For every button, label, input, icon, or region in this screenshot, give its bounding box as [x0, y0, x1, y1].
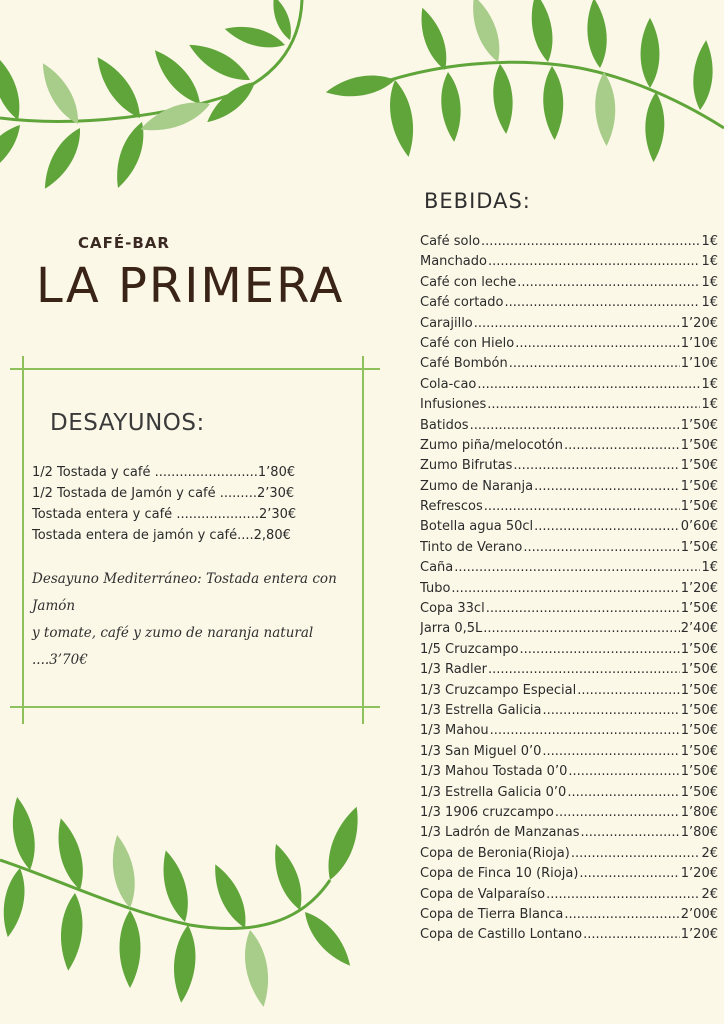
- dot-leader: [454, 560, 700, 575]
- drink-row: [420, 764, 718, 784]
- drink-row: [420, 683, 718, 703]
- drink-row: [420, 907, 718, 927]
- drink-row: [420, 295, 718, 315]
- brand-title: LA PRIMERA: [36, 258, 345, 314]
- drink-price: 2’40€: [680, 621, 718, 637]
- drink-price: 2€: [701, 886, 718, 902]
- dot-leader: [484, 499, 680, 514]
- item-leader: ....................: [176, 507, 259, 522]
- dot-leader: [488, 254, 700, 269]
- drink-name: Batidos: [420, 417, 469, 433]
- drink-price: 1’10€: [680, 335, 718, 351]
- drink-name: Tinto de Verano: [420, 539, 523, 555]
- drink-row: [420, 723, 718, 743]
- dot-leader: [534, 479, 680, 494]
- drink-name: Caña: [420, 560, 454, 576]
- drink-row: [420, 316, 718, 336]
- dot-leader: [564, 907, 679, 922]
- drink-name: 1/3 Mahou: [420, 723, 489, 739]
- dot-leader: [555, 805, 680, 820]
- dot-leader: [564, 438, 680, 453]
- dot-leader: [523, 540, 679, 555]
- drink-row: [420, 887, 718, 907]
- dot-leader: [488, 662, 680, 677]
- dot-leader: [567, 785, 679, 800]
- special-line-1: Desayuno Mediterráneo: Tostada entera con Jamón: [32, 571, 337, 614]
- dot-leader: [577, 683, 680, 698]
- drink-name: 1/3 Ladrón de Manzanas: [420, 825, 580, 841]
- dot-leader: [470, 418, 680, 433]
- drink-name: 1/3 Radler: [420, 662, 487, 678]
- dot-leader: [474, 316, 680, 331]
- drink-row: [420, 519, 718, 539]
- drink-name: 1/3 San Miguel 0’0: [420, 743, 542, 759]
- dot-leader: [486, 601, 680, 616]
- drink-price: 1€: [701, 295, 718, 311]
- drink-row: [420, 581, 718, 601]
- drink-price: 1’50€: [680, 784, 718, 800]
- dot-leader: [571, 846, 701, 861]
- frame-left-line: [22, 356, 24, 724]
- item-price: 2,80€: [253, 528, 291, 543]
- drink-row: [420, 662, 718, 682]
- item-price: 2’30€: [256, 486, 295, 501]
- drink-row: [420, 805, 718, 825]
- drinks-title: BEBIDAS:: [424, 189, 531, 213]
- drink-row: [420, 866, 718, 886]
- drink-price: 1’50€: [680, 662, 718, 678]
- item-name: Tostada entera y café: [32, 507, 173, 522]
- drink-name: Tubo: [420, 580, 451, 596]
- drink-price: 1€: [701, 560, 718, 576]
- dot-leader: [477, 377, 700, 392]
- drink-row: [420, 540, 718, 560]
- item-name: Tostada entera de jamón y café: [32, 528, 238, 543]
- dot-leader: [515, 336, 680, 351]
- item-name: 1/2 Tostada de Jamón y café: [32, 486, 216, 501]
- drink-price: 1’50€: [680, 764, 718, 780]
- drink-name: Café Bombón: [420, 356, 508, 372]
- item-leader: .........................: [154, 465, 258, 480]
- drink-price: 1’20€: [680, 866, 718, 882]
- drink-name: Jarra 0,5L: [420, 621, 483, 637]
- dot-leader: [490, 723, 680, 738]
- drink-name: Café con leche: [420, 274, 517, 290]
- drink-row: [420, 927, 718, 947]
- drink-name: Infusiones: [420, 397, 487, 413]
- dot-leader: [509, 356, 680, 371]
- drink-name: 1/3 1906 cruzcampo: [420, 804, 554, 820]
- drink-row: [420, 356, 718, 376]
- breakfast-list: [32, 462, 332, 546]
- frame-right-line: [362, 356, 364, 724]
- dot-leader: [451, 581, 679, 596]
- drink-row: [420, 336, 718, 356]
- drink-row: [420, 377, 718, 397]
- top-left-leaves-icon: [0, 0, 296, 194]
- drink-row: [420, 744, 718, 764]
- drink-price: 2€: [701, 845, 718, 861]
- drink-price: 1€: [701, 254, 718, 270]
- drink-price: 2’00€: [680, 906, 718, 922]
- list-item: [32, 525, 332, 546]
- drink-price: 1’50€: [680, 702, 718, 718]
- drinks-list: [420, 234, 718, 948]
- drink-name: Zumo de Naranja: [420, 478, 534, 494]
- drink-name: 1/3 Cruzcampo Especial: [420, 682, 577, 698]
- drink-name: Copa 33cl: [420, 601, 485, 617]
- drink-name: Café solo: [420, 234, 481, 249]
- item-price: 2’30€: [258, 507, 297, 522]
- drink-price: 1€: [701, 234, 718, 249]
- drink-name: Copa de Tierra Blanca: [420, 906, 564, 922]
- drink-price: 1’20€: [680, 580, 718, 596]
- dot-leader: [568, 764, 679, 779]
- drink-name: Copa de Finca 10 (Rioja): [420, 866, 579, 882]
- drink-price: 1’10€: [680, 356, 718, 372]
- item-name: 1/2 Tostada y café: [32, 465, 151, 480]
- drink-name: Copa de Beronia(Rioja): [420, 845, 570, 861]
- drink-price: 1€: [701, 376, 718, 392]
- dot-leader: [546, 887, 700, 902]
- dot-leader: [543, 703, 680, 718]
- drink-row: [420, 703, 718, 723]
- drink-row: [420, 499, 718, 519]
- drink-name: Manchado: [420, 254, 487, 270]
- breakfast-title: DESAYUNOS:: [50, 410, 205, 436]
- drink-row: [420, 601, 718, 621]
- drink-row: [420, 560, 718, 580]
- drink-name: Zumo Bifrutas: [420, 458, 513, 474]
- drink-row: [420, 438, 718, 458]
- drink-row: [420, 825, 718, 845]
- drink-price: 1’80€: [680, 825, 718, 841]
- drink-price: 1’50€: [680, 641, 718, 657]
- drink-name: Copa de Castillo Lontano: [420, 927, 583, 943]
- drink-price: 1’50€: [680, 682, 718, 698]
- drink-row: [420, 254, 718, 274]
- drink-row: [420, 458, 718, 478]
- drink-price: 1’50€: [680, 417, 718, 433]
- drink-price: 1’50€: [680, 601, 718, 617]
- drink-name: Café con Hielo: [420, 335, 515, 351]
- cafe-bar-label: CAFÉ-BAR: [78, 234, 170, 252]
- item-leader: .........: [219, 486, 257, 501]
- drink-row: [420, 479, 718, 499]
- special-offer: [32, 566, 362, 674]
- drink-row: [420, 785, 718, 805]
- dot-leader: [520, 642, 680, 657]
- top-right-leaves-icon: [324, 0, 715, 162]
- drink-row: [420, 418, 718, 438]
- drink-price: 1€: [701, 397, 718, 413]
- drink-price: 1’80€: [680, 804, 718, 820]
- list-item: [32, 504, 332, 525]
- drink-name: Cola-cao: [420, 376, 477, 392]
- drink-price: 1€: [701, 274, 718, 290]
- dot-leader: [513, 458, 679, 473]
- drink-price: 1’50€: [680, 539, 718, 555]
- dot-leader: [517, 275, 700, 290]
- drink-name: Zumo piña/melocotón: [420, 437, 563, 453]
- item-price: 1’80€: [257, 465, 296, 480]
- drink-name: 1/3 Mahou Tostada 0’0: [420, 764, 568, 780]
- drink-price: 1’50€: [680, 478, 718, 494]
- drink-price: 1’20€: [680, 927, 718, 943]
- drink-row: [420, 642, 718, 662]
- drink-row: [420, 275, 718, 295]
- drink-name: 1/3 Estrella Galicia: [420, 702, 542, 718]
- drink-price: 1’50€: [680, 743, 718, 759]
- dot-leader: [542, 744, 679, 759]
- dot-leader: [487, 397, 700, 412]
- dot-leader: [583, 927, 680, 942]
- drink-price: 1’50€: [680, 437, 718, 453]
- drink-name: Botella agua 50cl: [420, 519, 534, 535]
- dot-leader: [580, 825, 679, 840]
- dot-leader: [481, 234, 700, 249]
- item-leader: ....: [237, 528, 254, 543]
- drink-name: Refrescos: [420, 499, 483, 515]
- frame-top-line: [10, 368, 380, 370]
- drink-price: 1’50€: [680, 458, 718, 474]
- dot-leader: [504, 295, 700, 310]
- drink-name: Carajillo: [420, 315, 473, 331]
- drink-row: [420, 234, 718, 254]
- drink-name: 1/3 Estrella Galicia 0’0: [420, 784, 567, 800]
- dot-leader: [534, 519, 680, 534]
- frame-bottom-line: [10, 706, 380, 708]
- drink-row: [420, 846, 718, 866]
- drink-price: 1’20€: [680, 315, 718, 331]
- list-item: [32, 462, 332, 483]
- drink-name: Copa de Valparaíso: [420, 886, 546, 902]
- top-left-branch-icon: [0, 0, 302, 121]
- drink-price: 1’50€: [680, 723, 718, 739]
- dot-leader: [483, 621, 680, 636]
- special-line-2: y tomate, café y zumo de naranja natural ....3’70€: [32, 625, 314, 668]
- dot-leader: [579, 866, 679, 881]
- list-item: [32, 483, 332, 504]
- drink-price: 0’60€: [680, 519, 718, 535]
- drink-row: [420, 397, 718, 417]
- drink-price: 1’50€: [680, 499, 718, 515]
- drink-row: [420, 621, 718, 641]
- drink-name: Café cortado: [420, 295, 504, 311]
- drink-name: 1/5 Cruzcampo: [420, 641, 519, 657]
